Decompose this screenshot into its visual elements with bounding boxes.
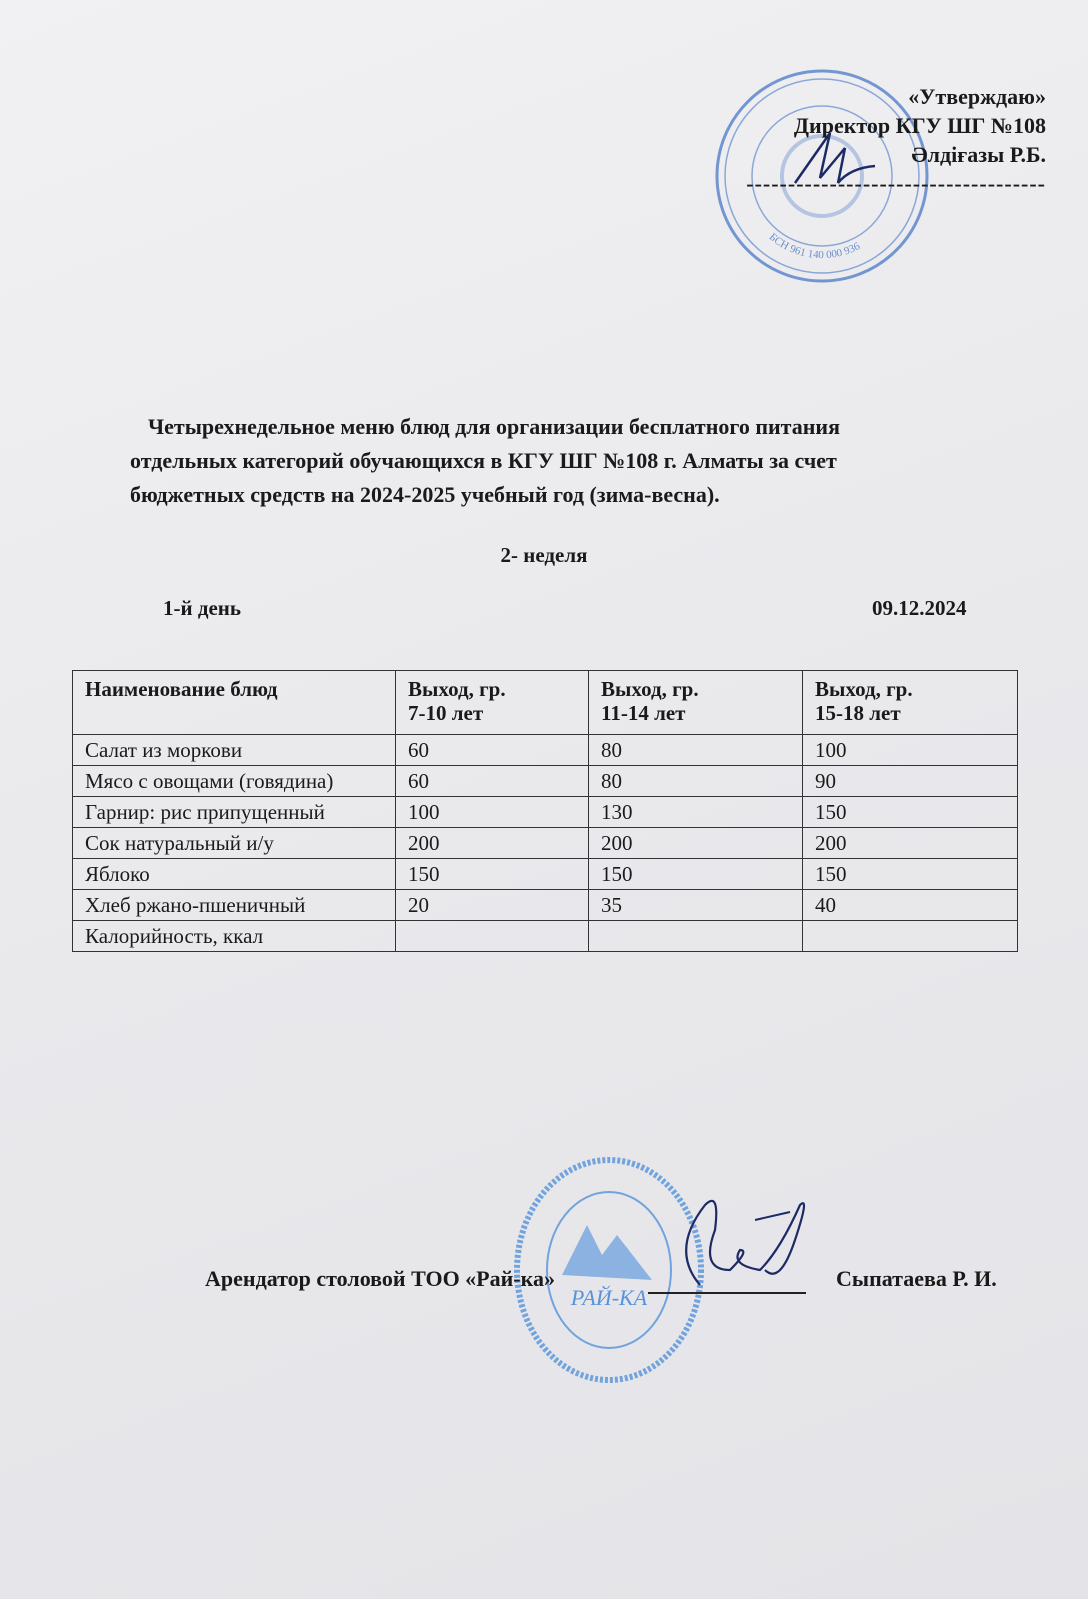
- portion-grams: 40: [803, 890, 1018, 921]
- portion-grams: 80: [589, 735, 803, 766]
- tenant-name: Сыпатаева Р. И.: [836, 1266, 997, 1291]
- portion-grams: 100: [803, 735, 1018, 766]
- portion-grams: [589, 921, 803, 952]
- portion-grams: 60: [396, 766, 589, 797]
- week-label: 2- неделя: [500, 543, 588, 567]
- portion-grams: 150: [396, 859, 589, 890]
- dish-name: Гарнир: рис припущенный: [73, 797, 396, 828]
- portion-grams: 60: [396, 735, 589, 766]
- portion-grams: 20: [396, 890, 589, 921]
- header-text: Выход, гр.: [815, 677, 913, 701]
- approval-position: Директор КГУ ШГ №108: [793, 113, 1046, 138]
- portion-grams: 200: [396, 828, 589, 859]
- approval-block: [746, 82, 1046, 198]
- portion-grams: 100: [396, 797, 589, 828]
- portion-grams: 150: [589, 859, 803, 890]
- column-header: [396, 671, 589, 735]
- dish-name: Сок натуральный и/у: [73, 828, 396, 859]
- portion-grams: 90: [803, 766, 1018, 797]
- table-row: [73, 828, 1018, 859]
- svg-text:БСН 961 140 000 936: БСН 961 140 000 936: [766, 230, 862, 262]
- portion-grams: 80: [589, 766, 803, 797]
- title-line: бюджетных средств на 2024-2025 учебный год (зима-весна).: [130, 482, 720, 507]
- portion-grams: 150: [803, 859, 1018, 890]
- table-row: [73, 890, 1018, 921]
- portion-grams: 200: [589, 828, 803, 859]
- dish-name: Салат из моркови: [73, 735, 396, 766]
- header-text: 15-18 лет: [815, 701, 901, 725]
- column-header: [73, 671, 396, 735]
- day-label: 1-й день: [163, 596, 241, 620]
- portion-grams: 130: [589, 797, 803, 828]
- dish-name: Яблоко: [73, 859, 396, 890]
- title-line: Четырехнедельное меню блюд для организации бесплатного питания: [148, 414, 841, 439]
- table-row: [73, 766, 1018, 797]
- dish-name: Калорийность, ккал: [73, 921, 396, 952]
- portion-grams: [396, 921, 589, 952]
- signature-tenant: [660, 1190, 830, 1290]
- header-text: Наименование блюд: [85, 677, 278, 701]
- header-text: 7-10 лет: [408, 701, 484, 725]
- signature-line: [648, 1292, 806, 1294]
- column-header: [589, 671, 803, 735]
- portion-grams: [803, 921, 1018, 952]
- table-row: [73, 859, 1018, 890]
- document-title: [130, 410, 1010, 512]
- dish-name: Хлеб ржано-пшеничный: [73, 890, 396, 921]
- portion-grams: 35: [589, 890, 803, 921]
- header-text: 11-14 лет: [601, 701, 686, 725]
- svg-text:РАЙ-КА: РАЙ-КА: [570, 1285, 648, 1310]
- tenant-label: Арендатор столовой ТОО «Рай-ка»: [205, 1266, 555, 1291]
- table-row: [73, 921, 1018, 952]
- column-header: [803, 671, 1018, 735]
- header-text: Выход, гр.: [601, 677, 699, 701]
- approval-signature-line: ------------------------------------: [746, 171, 1046, 196]
- approval-name: Әлдіғазы Р.Б.: [911, 142, 1046, 167]
- portion-grams: 150: [803, 797, 1018, 828]
- table-row: [73, 797, 1018, 828]
- menu-table: [72, 670, 1018, 952]
- date-label: 09.12.2024: [872, 596, 967, 620]
- title-line: отдельных категорий обучающихся в КГУ ШГ №108 г. Алматы за счет: [130, 448, 837, 473]
- table-row: [73, 735, 1018, 766]
- approval-heading: «Утверждаю»: [908, 84, 1046, 109]
- header-text: Выход, гр.: [408, 677, 506, 701]
- dish-name: Мясо с овощами (говядина): [73, 766, 396, 797]
- portion-grams: 200: [803, 828, 1018, 859]
